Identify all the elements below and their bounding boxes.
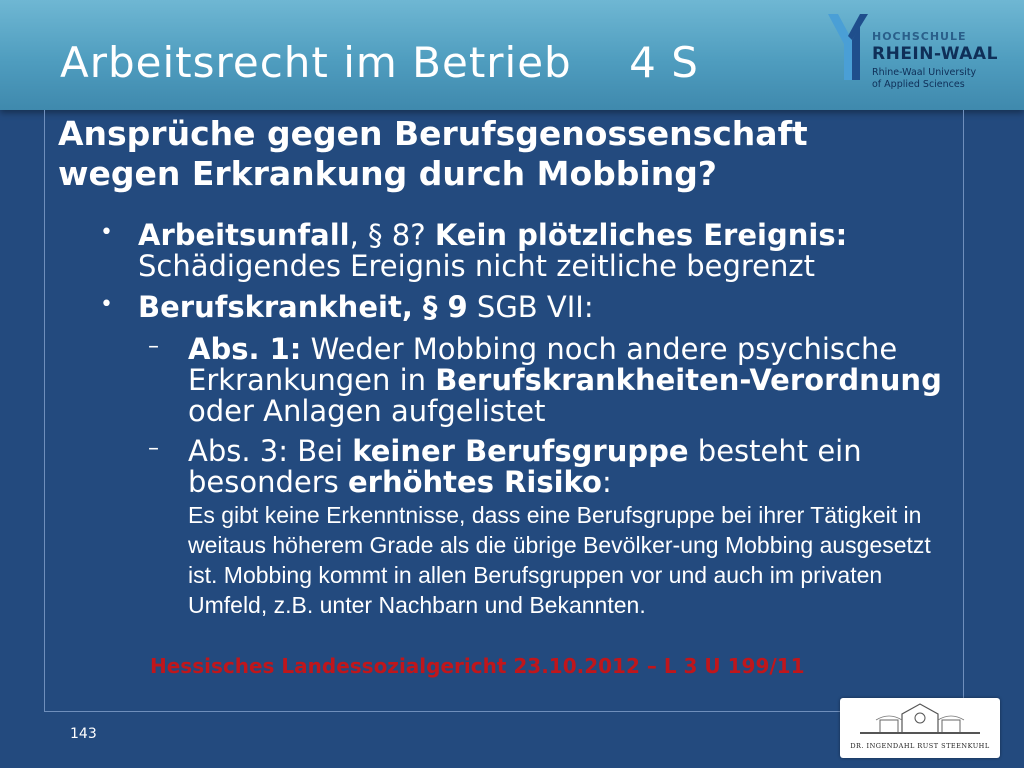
- bullet-bold-ref: , § 9: [401, 290, 468, 324]
- bullet-bold-term: Berufskrankheit: [138, 290, 402, 324]
- dash-icon: –: [148, 334, 159, 359]
- bullet-explanation: Schädigendes Ereignis nicht zeitliche begrenzt: [138, 249, 815, 283]
- logo-line-1: HOCHSCHULE: [872, 30, 967, 43]
- heading-line-2: wegen Erkrankung durch Mobbing?: [58, 154, 717, 193]
- law-firm-caption: DR. INGENDAHL RUST STEENKUHL: [850, 742, 990, 750]
- bullet-icon: •: [100, 292, 113, 317]
- dash-icon: –: [148, 436, 159, 461]
- bullet-law: SGB VII:: [467, 290, 594, 324]
- page-number: 143: [70, 726, 97, 742]
- bullet-text: [138, 292, 958, 323]
- university-logo: [826, 12, 1006, 96]
- building-emblem-icon: [840, 698, 1000, 742]
- bullet-text: [138, 220, 958, 282]
- subbullet-label: Abs. 1:: [188, 332, 302, 366]
- slide-title: Arbeitsrecht im Betrieb 4 S: [60, 38, 699, 87]
- subbullet-body: besteht ein besonders: [188, 434, 862, 499]
- subbullet-bold-term: keiner Berufsgruppe: [352, 434, 689, 468]
- bullet-arbeitsunfall: [100, 218, 848, 283]
- subbullet-abs1: [148, 332, 942, 428]
- subbullet-abs3: [148, 434, 931, 618]
- heading-line-1: Ansprüche gegen Berufsgenossenschaft: [58, 114, 808, 153]
- subbullet-text: [188, 334, 958, 427]
- bullet-ref: , § 8?: [349, 218, 435, 252]
- subbullet-detail: Es gibt keine Erkenntnisse, dass eine Berufsgruppe bei ihrer Tätigkeit in weitaus höherem Grade als die übrige Bevölker-ung Mobbing ausgesetzt ist. Mobbing kommt in allen Berufsgruppen vor und auch im privaten Umfeld, z.B. unter Nachbarn und Bekannten.: [188, 502, 931, 618]
- title-bar: [0, 0, 1024, 110]
- subbullet-label: Abs. 3: Bei: [188, 434, 353, 468]
- subbullet-body: Weder Mobbing noch andere psychische Erkrankungen in: [188, 332, 898, 397]
- subbullet-text: [188, 436, 958, 620]
- subbullet-bold-term: Berufskrankheiten-Verordnung: [435, 363, 942, 397]
- law-firm-logo: [840, 698, 1000, 758]
- bullet-icon: •: [100, 220, 113, 245]
- bullet-bold-term: Arbeitsunfall: [138, 218, 350, 252]
- logo-line-3: Rhine-Waal University: [872, 67, 977, 78]
- subbullet-bold-risk: erhöhtes Risiko: [347, 465, 602, 499]
- bullet-berufskrankheit: [100, 290, 594, 324]
- slide-heading: [58, 114, 808, 194]
- court-citation: Hessisches Landessozialgericht 23.10.2012 – L 3 U 199/11: [150, 654, 805, 678]
- logo-line-2: RHEIN-WAAL: [872, 44, 998, 64]
- subbullet-colon: :: [601, 465, 612, 499]
- university-logo-icon: [826, 12, 870, 82]
- bullet-bold-statement: Kein plötzliches Ereignis:: [434, 218, 848, 252]
- subbullet-body-end: oder Anlagen aufgelistet: [188, 394, 546, 428]
- logo-line-4: of Applied Sciences: [872, 79, 965, 90]
